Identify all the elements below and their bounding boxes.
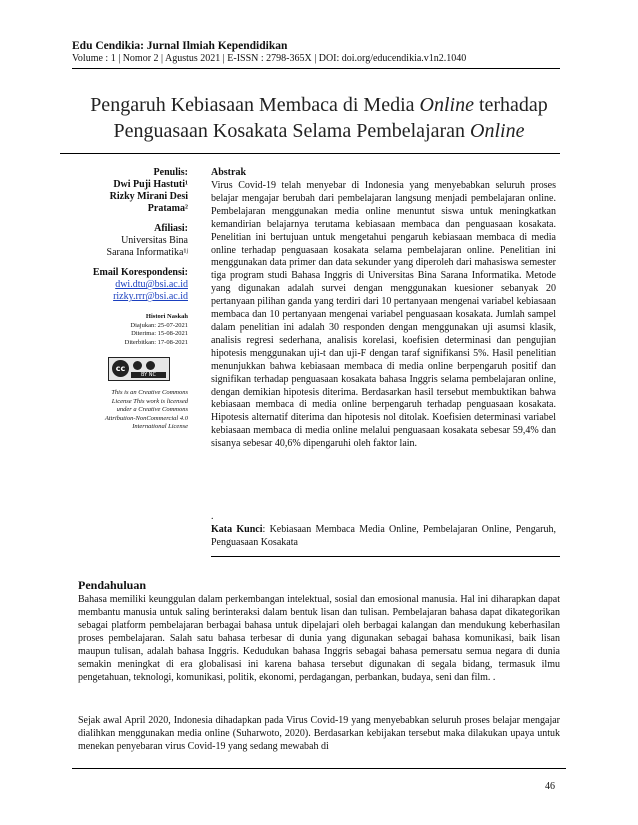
- history-heading: Histori Naskah: [145, 313, 188, 320]
- journal-name: Edu Cendikia: Jurnal Ilmiah Kependidikan: [72, 40, 288, 52]
- history-accepted: Diterima: 15-08-2021: [131, 330, 188, 337]
- abstract-heading: Abstrak: [211, 167, 247, 178]
- affiliation-heading: Afiliasi:: [154, 223, 188, 234]
- author-1: Dwi Puji Hastuti¹: [113, 179, 188, 190]
- license-text: This is an Creative Commons License This work is licensed under a Creative Commons Attribution-NonCommercial 4.0 International License: [104, 389, 188, 430]
- sidebar: [60, 167, 188, 432]
- keywords-text: : Kebiasaan Membaca Media Online, Pembelajaran Online, Pengaruh, Penguasaan Kosakata: [211, 524, 556, 548]
- email-heading: Email Korespondensi:: [92, 267, 188, 278]
- cc-by-nc-label: BY NC: [131, 372, 166, 378]
- email-link-1[interactable]: dwi.dtu@bsi.ac.id: [115, 279, 188, 290]
- abstract-text: Virus Covid-19 telah menyebar di Indonesia yang menyebabkan seluruh proses belajar mengajar berubah dari pembelajaran langsung menjadi pembelajaran online. Pembelajaran menggunakan media online menuntut siswa untuk meningkatkan kemandirian belajarnya terutama kebiasaan membaca dan penguasaan kosakata. Penelitian ini bertujuan untuk mengetahui pengaruh kebiasaan membaca di media online terhadap penguasaan kosakata selama pembelajaran online. Penelitian ini menggunakan data primer dan data sekunder yang diperoleh dari mahasiswa semester tiga program studi Bahasa Inggris di Universitas Bina Sarana Informatika. Metode yang digunakan adalah survei dengan menggunakan kuesioner sebanyak 20 pertanyaan pilihan ganda yang terdiri dari 10 pertanyaan mengenai variabel kebiasaan membaca dan 10 pertanyaan mengenai variabel penguasaan kosakata. Jumlah sampel dalam penelitian ini adalah 30 responden dengan menggunakan uji asumsi klasik, analisis regresi sederhana, analisis korelasi, koefisien determinasi dan pengujian hipotesis menggunakan uji-t dan uji-F dengan taraf signifikansi 5%. Hasil penelitian menunjukkan bahwa kebiasaan membaca di media online berpengaruh positif dan signifikan terhadap penguasaan kosakata bahasa Inggris selama pembelajaran online, dengan demikian hipotesis diterima. Berdasarkan hasil tersebut membuktikan bahwa kebiasaan membaca di media online berpengaruh terhadap penguasaan kosakata. Hipotesis alternatif diterima dan hipotesis nol ditolak. Koefisien determinasi variabel kebiasaan membaca di media online melalui penguasaan kosakata sebesar 59,4% dan sisanya sebesar 40,6% dipengaruhi oleh faktor lain.: [211, 180, 556, 450]
- header-rule: [72, 68, 560, 69]
- author-2: Rizky Mirani Desi Pratama²: [109, 191, 188, 214]
- authors-heading: Penulis:: [153, 167, 188, 178]
- noncommercial-icon: [146, 361, 155, 370]
- email-link-2[interactable]: rizky.rrr@bsi.ac.id: [113, 291, 188, 302]
- abstract-trailing-dot: .: [211, 511, 214, 522]
- keywords-label: Kata Kunci: [211, 524, 263, 535]
- journal-meta: Volume : 1 | Nomor 2 | Agustus 2021 | E-ISSN : 2798-365X | DOI: doi.org/educendikia.v1n2.1040: [72, 53, 467, 64]
- cc-icon: cc: [112, 360, 129, 377]
- history-published: Diterbitkan: 17-08-2021: [124, 338, 188, 346]
- creative-commons-badge[interactable]: [108, 357, 170, 381]
- intro-paragraph-1: Bahasa memiliki keunggulan dalam perkembangan intelektual, sosial dan emosional manusia. Hal ini diharapkan dapat membantu manusia untuk saling berinteraksi dalam bentuk lisan dan tulisan. Pembelajaran bahasa dapat dikategorikan sebagai platform pembelajaran berbagai bahasa untuk dipelajari oleh berbagai kalangan dan mendukung keberhasilan proses pembelajaran. Salah satu bahasa terbesar di dunia yang digunakan sebagai bahasa komunikasi, baik lisan maupun tulisan, adalah bahasa Inggris. Kedudukan bahasa Inggris sebagai bahasa pemersatu semua negara di dunia semakin meningkat di era globalisasi ini karena bahasa tersebut digunakan di segala bidang, termasuk ilmu pengetahuan, teknologi, komunikasi, politik, ekonomi, perdagangan, perbankan, budaya, seni dan film. .: [78, 594, 560, 683]
- section-heading-introduction: Pendahuluan: [78, 578, 147, 592]
- history-received: Diajukan: 25-07-2021: [130, 321, 188, 329]
- article-title: Pengaruh Kebiasaan Membaca di Media Online terhadap Penguasaan Kosakata Selama Pembelajaran Online: [90, 94, 548, 142]
- title-rule: [60, 153, 560, 154]
- attribution-icon: [133, 361, 142, 370]
- page-number: 46: [545, 781, 555, 792]
- affiliation: Universitas Bina Sarana Informatika¹ʲ: [106, 235, 188, 258]
- abstract-rule: [211, 556, 560, 557]
- footer-rule: [72, 768, 566, 769]
- keywords: [211, 523, 556, 549]
- intro-paragraph-2: Sejak awal April 2020, Indonesia dihadapkan pada Virus Covid-19 yang menyebabkan seluruh proses belajar mengajar dialihkan menggunakan media online (Suharwoto, 2020). Berdasarkan kebijakan tersebut maka dilakukan upaya untuk menekan penyebaran virus Covid-19 yang sedang mewabah di: [78, 715, 560, 752]
